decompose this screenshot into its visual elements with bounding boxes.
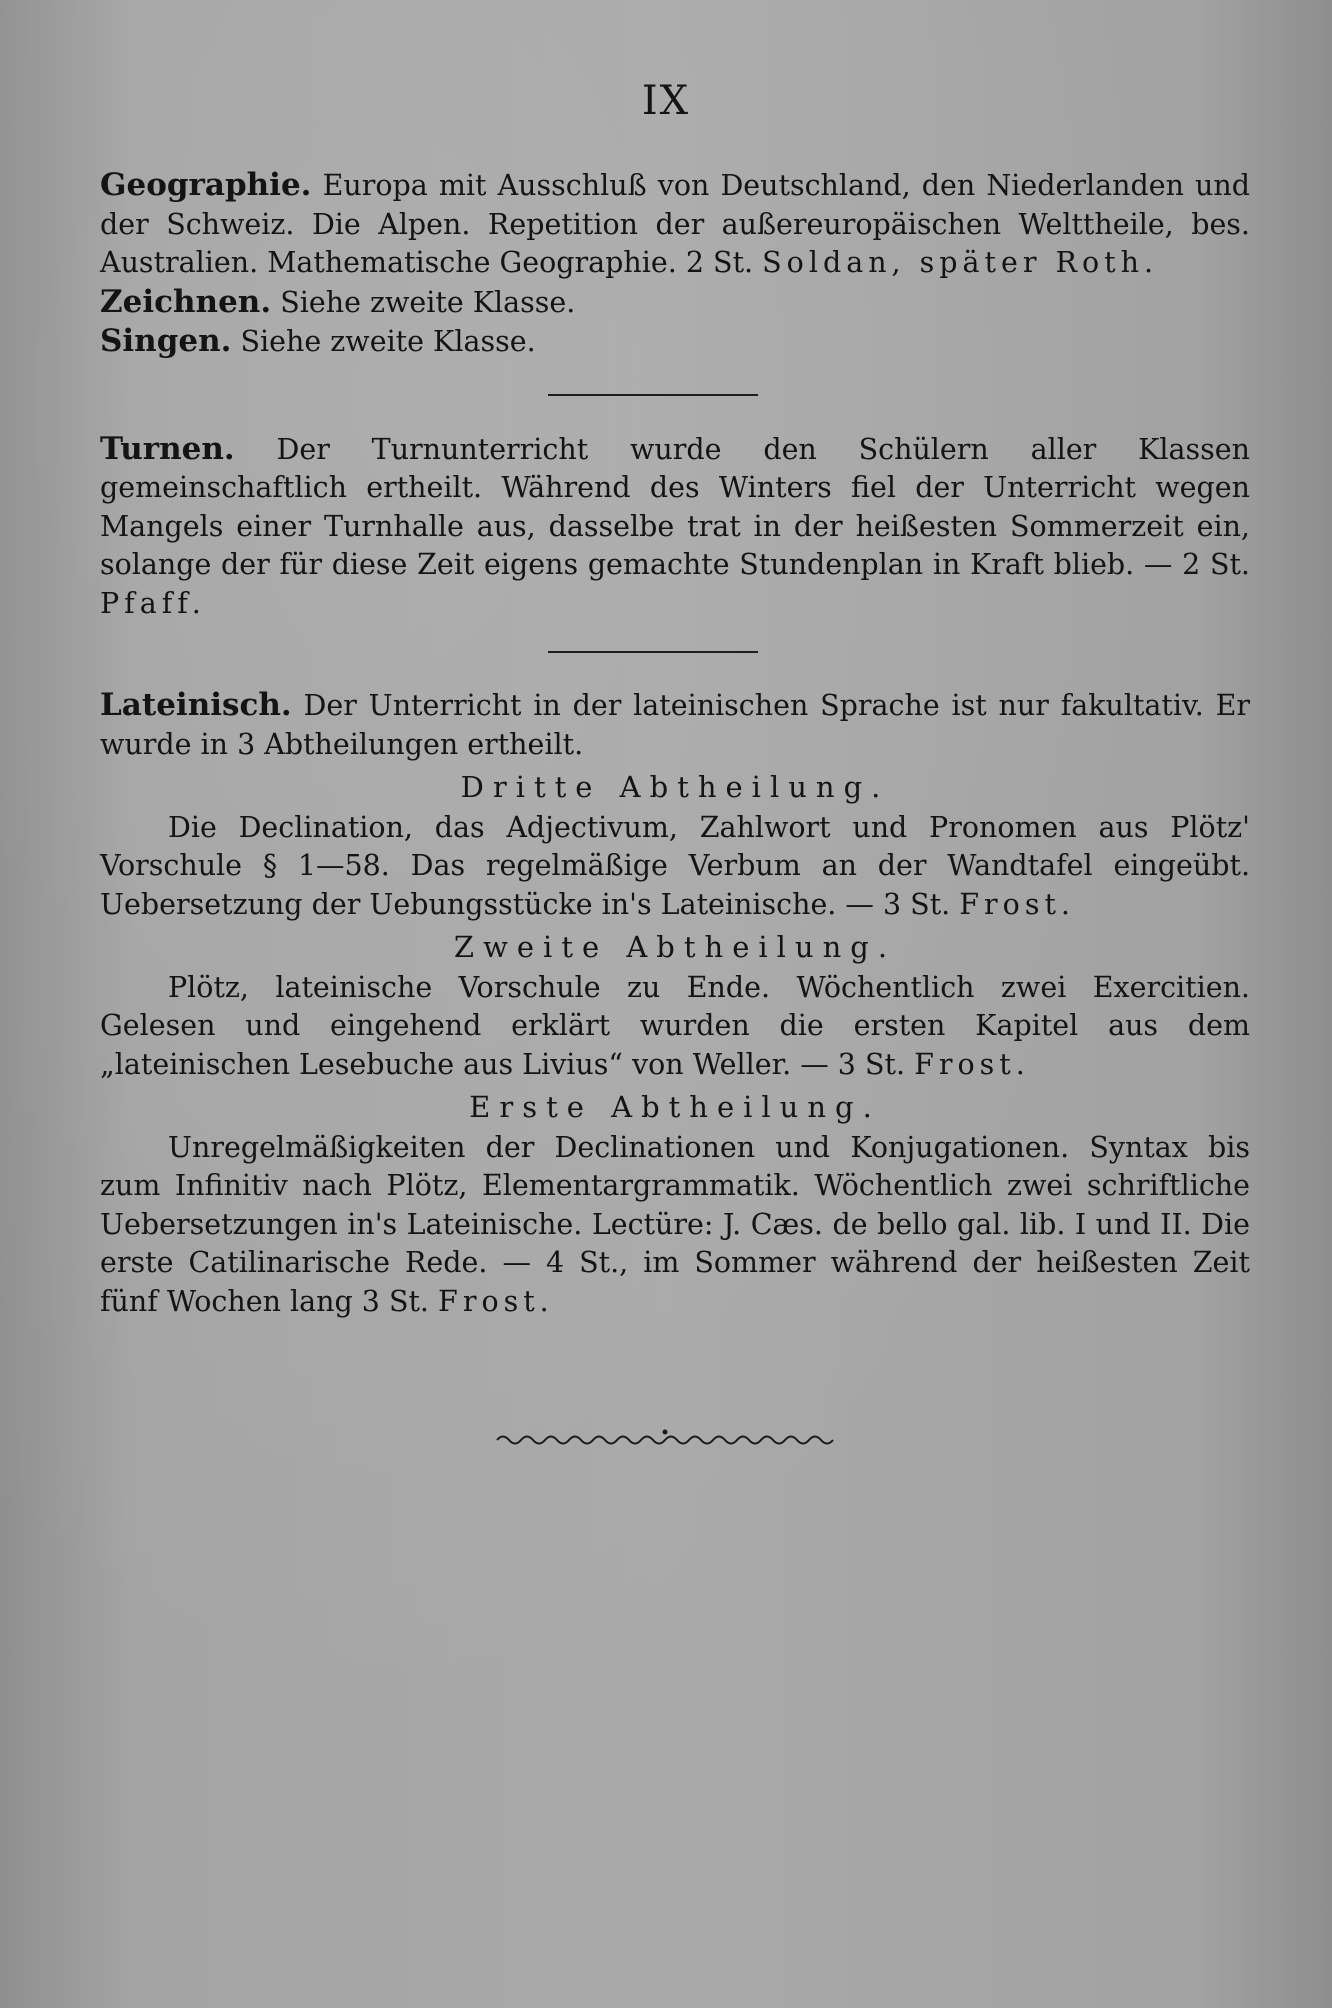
body-erste: Unregelmäßigkeiten der Declinationen und Konjugationen. Syntax bis zum Infinitiv nach Plötz, Elementargrammatik. Wöchentlich zwei schriftliche Uebersetzungen in's Lateinische. Lectüre: J. Cæs. de bello gal. lib. I und II. Die erste Catilinarische Rede. — 4 St., im Sommer während der heißesten Zeit fünf Wochen lang 3 St. [100,1130,1250,1318]
subheading-erste-abtheilung: Erste Abtheilung. [469,1090,881,1124]
section-lateinisch [100,686,1250,764]
heading-zeichnen: Zeichnen. [100,283,272,320]
text-dritte-abtheilung [100,809,1250,925]
text-lateinisch: Der Unterricht in der lateinischen Sprache ist nur fakultativ. Er wurde in 3 Abtheilungen ertheilt. [100,689,1251,761]
body-dritte: Die Declination, das Adjectivum, Zahlwort und Pronomen aus Plötz' Vorschule § 1—58. Das regelmäßige Verbum an der Wandtafel eingeübt. Uebersetzung der Uebungsstücke in's Lateinische. — 3 St. [100,810,1250,921]
section-turnen [100,430,1250,624]
teacher-turnen: Pfaff. [100,586,206,620]
text-erste-abtheilung [100,1129,1250,1322]
text-turnen: Der Turnunterricht wurde den Schülern aller Klassen gemeinschaftlich ertheilt. Während des Winters fiel der Unterricht wegen Mangels einer Turnhalle aus, dasselbe trat in der heißesten Sommerzeit ein, solange der für diese Zeit eigens gemachte Stundenplan in Kraft blieb. — 2 St. [100,432,1250,581]
ornamental-rule-icon [495,1428,835,1452]
text-zeichnen: Siehe zweite Klasse. [280,285,576,319]
text-singen: Siehe zweite Klasse. [240,325,536,358]
heading-turnen: Turnen. [100,430,235,467]
heading-geographie: Geographie. [100,167,312,203]
teacher-erste: Frost. [438,1284,554,1318]
teacher-dritte: Frost. [959,887,1075,921]
page-content [100,166,1250,1321]
teacher-geographie: Soldan, später Roth. [762,246,1159,279]
section-geographie [100,166,1250,283]
section-divider [548,394,758,396]
text-zweite-abtheilung [100,969,1250,1085]
heading-singen: Singen. [100,323,232,359]
subheading-zweite-abtheilung: Zweite Abtheilung. [453,930,897,964]
section-divider [548,651,758,653]
subheading-dritte-abtheilung: Dritte Abtheilung. [460,770,890,804]
section-singen [100,322,1250,362]
body-zweite: Plötz, lateinische Vorschule zu Ende. Wöchentlich zwei Exercitien. Gelesen und eingehend erklärt wurden die ersten Kapitel aus dem „lateinischen Lesebuche aus Livius“ von Weller. — 3 St. [100,970,1250,1081]
teacher-zweite: Frost. [914,1047,1030,1081]
heading-lateinisch: Lateinisch. [100,687,292,723]
page-number: IX [641,78,691,124]
text-geographie: Europa mit Ausschluß von Deutschland, den Niederlanden und der Schweiz. Die Alpen. Repetition der außereuropäischen Welttheile, bes. Australien. Mathematische Geographie. 2 St. [100,169,1251,279]
section-zeichnen [100,283,1250,323]
